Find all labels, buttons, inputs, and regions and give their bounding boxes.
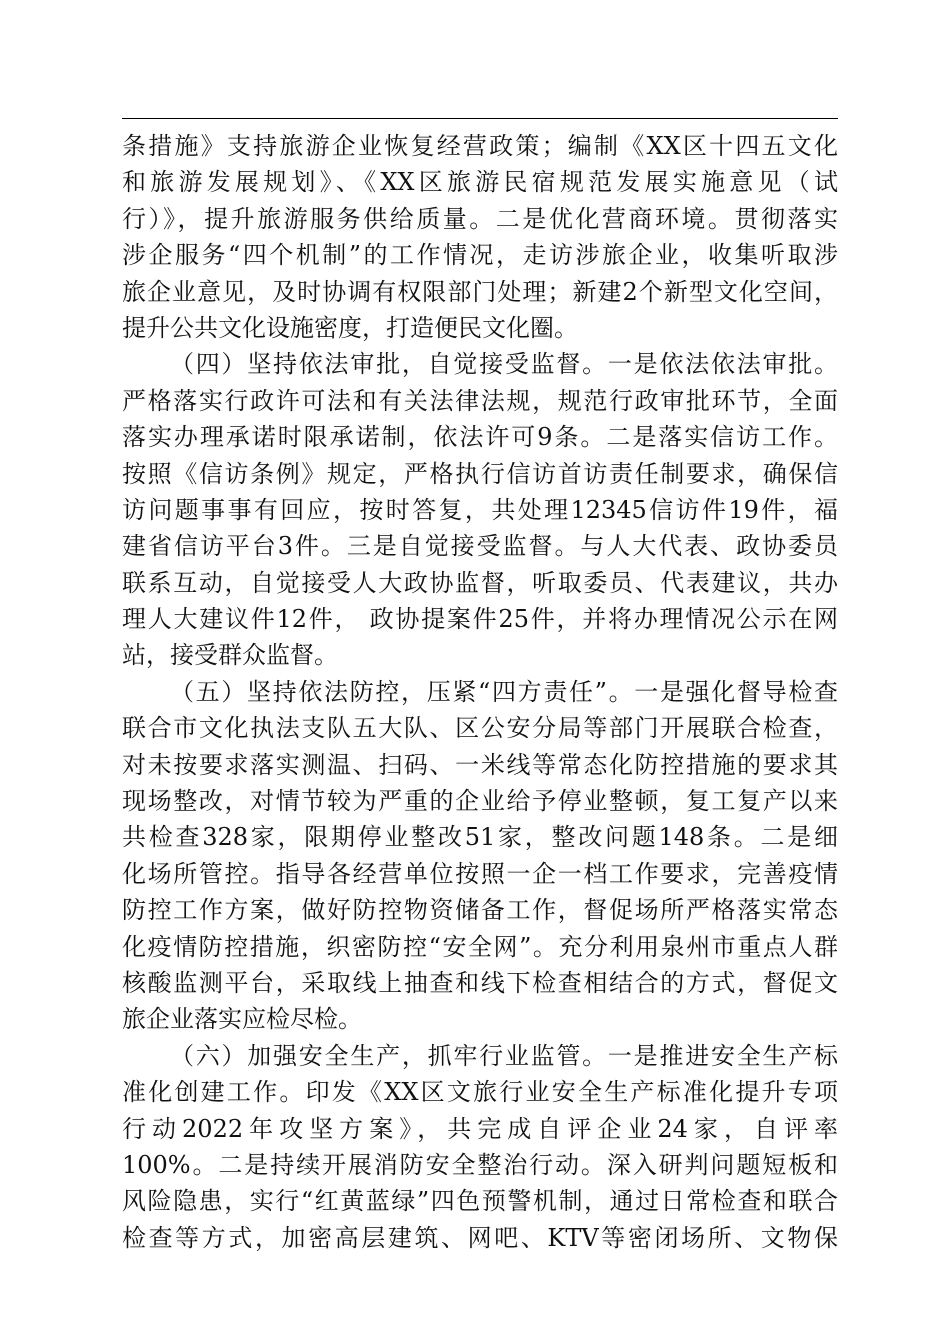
text-line: 落实办理承诺时限承诺制，依法许可9条。二是落实信访工作。 bbox=[122, 423, 838, 452]
text-line: 联合市文化执法支队五大队、区公安分局等部门开展联合检查， bbox=[122, 714, 838, 743]
text-line: 站，接受群众监督。 bbox=[122, 641, 338, 670]
text-line: 条措施》支持旅游企业恢复经营政策；编制《XX区十四五文化 bbox=[122, 132, 838, 160]
text-line: 按照《信访条例》规定，严格执行信访首访责任制要求，确保信 bbox=[122, 459, 838, 488]
text-line: 共检查328家，限期停业整改51家，整改问题148条。二是细 bbox=[122, 823, 838, 852]
text-line: 严格落实行政许可法和有关法律法规，规范行政审批环节，全面 bbox=[122, 386, 838, 415]
text-line: 100%。二是持续开展消防安全整治行动。深入研判问题短板和 bbox=[122, 1150, 838, 1179]
text-line: 提升公共文化设施密度，打造便民文化圈。 bbox=[122, 313, 578, 342]
text-line: 涉企服务“四个机制”的工作情况，走访涉旅企业，收集听取涉 bbox=[122, 241, 838, 270]
text-line: （四）坚持依法审批，自觉接受监督。一是依法依法审批。 bbox=[170, 350, 838, 379]
text-line: 旅企业意见，及时协调有权限部门处理；新建2个新型文化空间， bbox=[122, 277, 838, 306]
text-line: 行动2022年攻坚方案》，共完成自评企业24家，自评率 bbox=[122, 1114, 838, 1143]
text-line: 现场整改，对情节较为严重的企业给予停业整顿，复工复产以来 bbox=[122, 787, 838, 816]
text-line: 防控工作方案，做好防控物资储备工作，督促场所严格落实常态 bbox=[122, 896, 838, 925]
text-line: 联系互动，自觉接受人大政协监督，听取委员、代表建议，共办 bbox=[122, 568, 838, 597]
text-line: 准化创建工作。印发《XX区文旅行业安全生产标准化提升专项 bbox=[122, 1078, 838, 1107]
text-line: 旅企业落实应检尽检。 bbox=[122, 1005, 362, 1034]
text-line: 建省信访平台3件。三是自觉接受监督。与人大代表、政协委员 bbox=[122, 532, 838, 561]
text-line: 对未按要求落实测温、扫码、一米线等常态化防控措施的要求其 bbox=[122, 750, 838, 779]
text-line: （六）加强安全生产，抓牢行业监管。一是推进安全生产标 bbox=[170, 1041, 838, 1070]
text-line: 理人大建议件12件， 政协提案件25件，并将办理情况公示在网 bbox=[122, 605, 838, 634]
text-line: 化疫情防控措施，织密防控“安全网”。充分利用泉州市重点人群 bbox=[122, 932, 838, 961]
text-line: 风险隐患，实行“红黄蓝绿”四色预警机制，通过日常检查和联合 bbox=[122, 1187, 838, 1216]
text-line: 化场所管控。指导各经营单位按照一企一档工作要求，完善疫情 bbox=[122, 859, 838, 888]
header-rule bbox=[122, 118, 838, 119]
text-line: （五）坚持依法防控，压紧“四方责任”。一是强化督导检查 bbox=[170, 677, 838, 706]
body-text bbox=[122, 128, 838, 1256]
text-line: 访问题事事有回应，按时答复，共处理12345信访件19件，福 bbox=[122, 495, 838, 524]
text-line: 行）》，提升旅游服务供给质量。二是优化营商环境。贯彻落实 bbox=[122, 204, 838, 233]
text-line: 和旅游发展规划》、《XX区旅游民宿规范发展实施意见（试 bbox=[122, 168, 838, 197]
text-line: 检查等方式，加密高层建筑、网吧、KTV等密闭场所、文物保 bbox=[122, 1223, 838, 1252]
text-line: 核酸监测平台，采取线上抽查和线下检查相结合的方式，督促文 bbox=[122, 968, 838, 997]
